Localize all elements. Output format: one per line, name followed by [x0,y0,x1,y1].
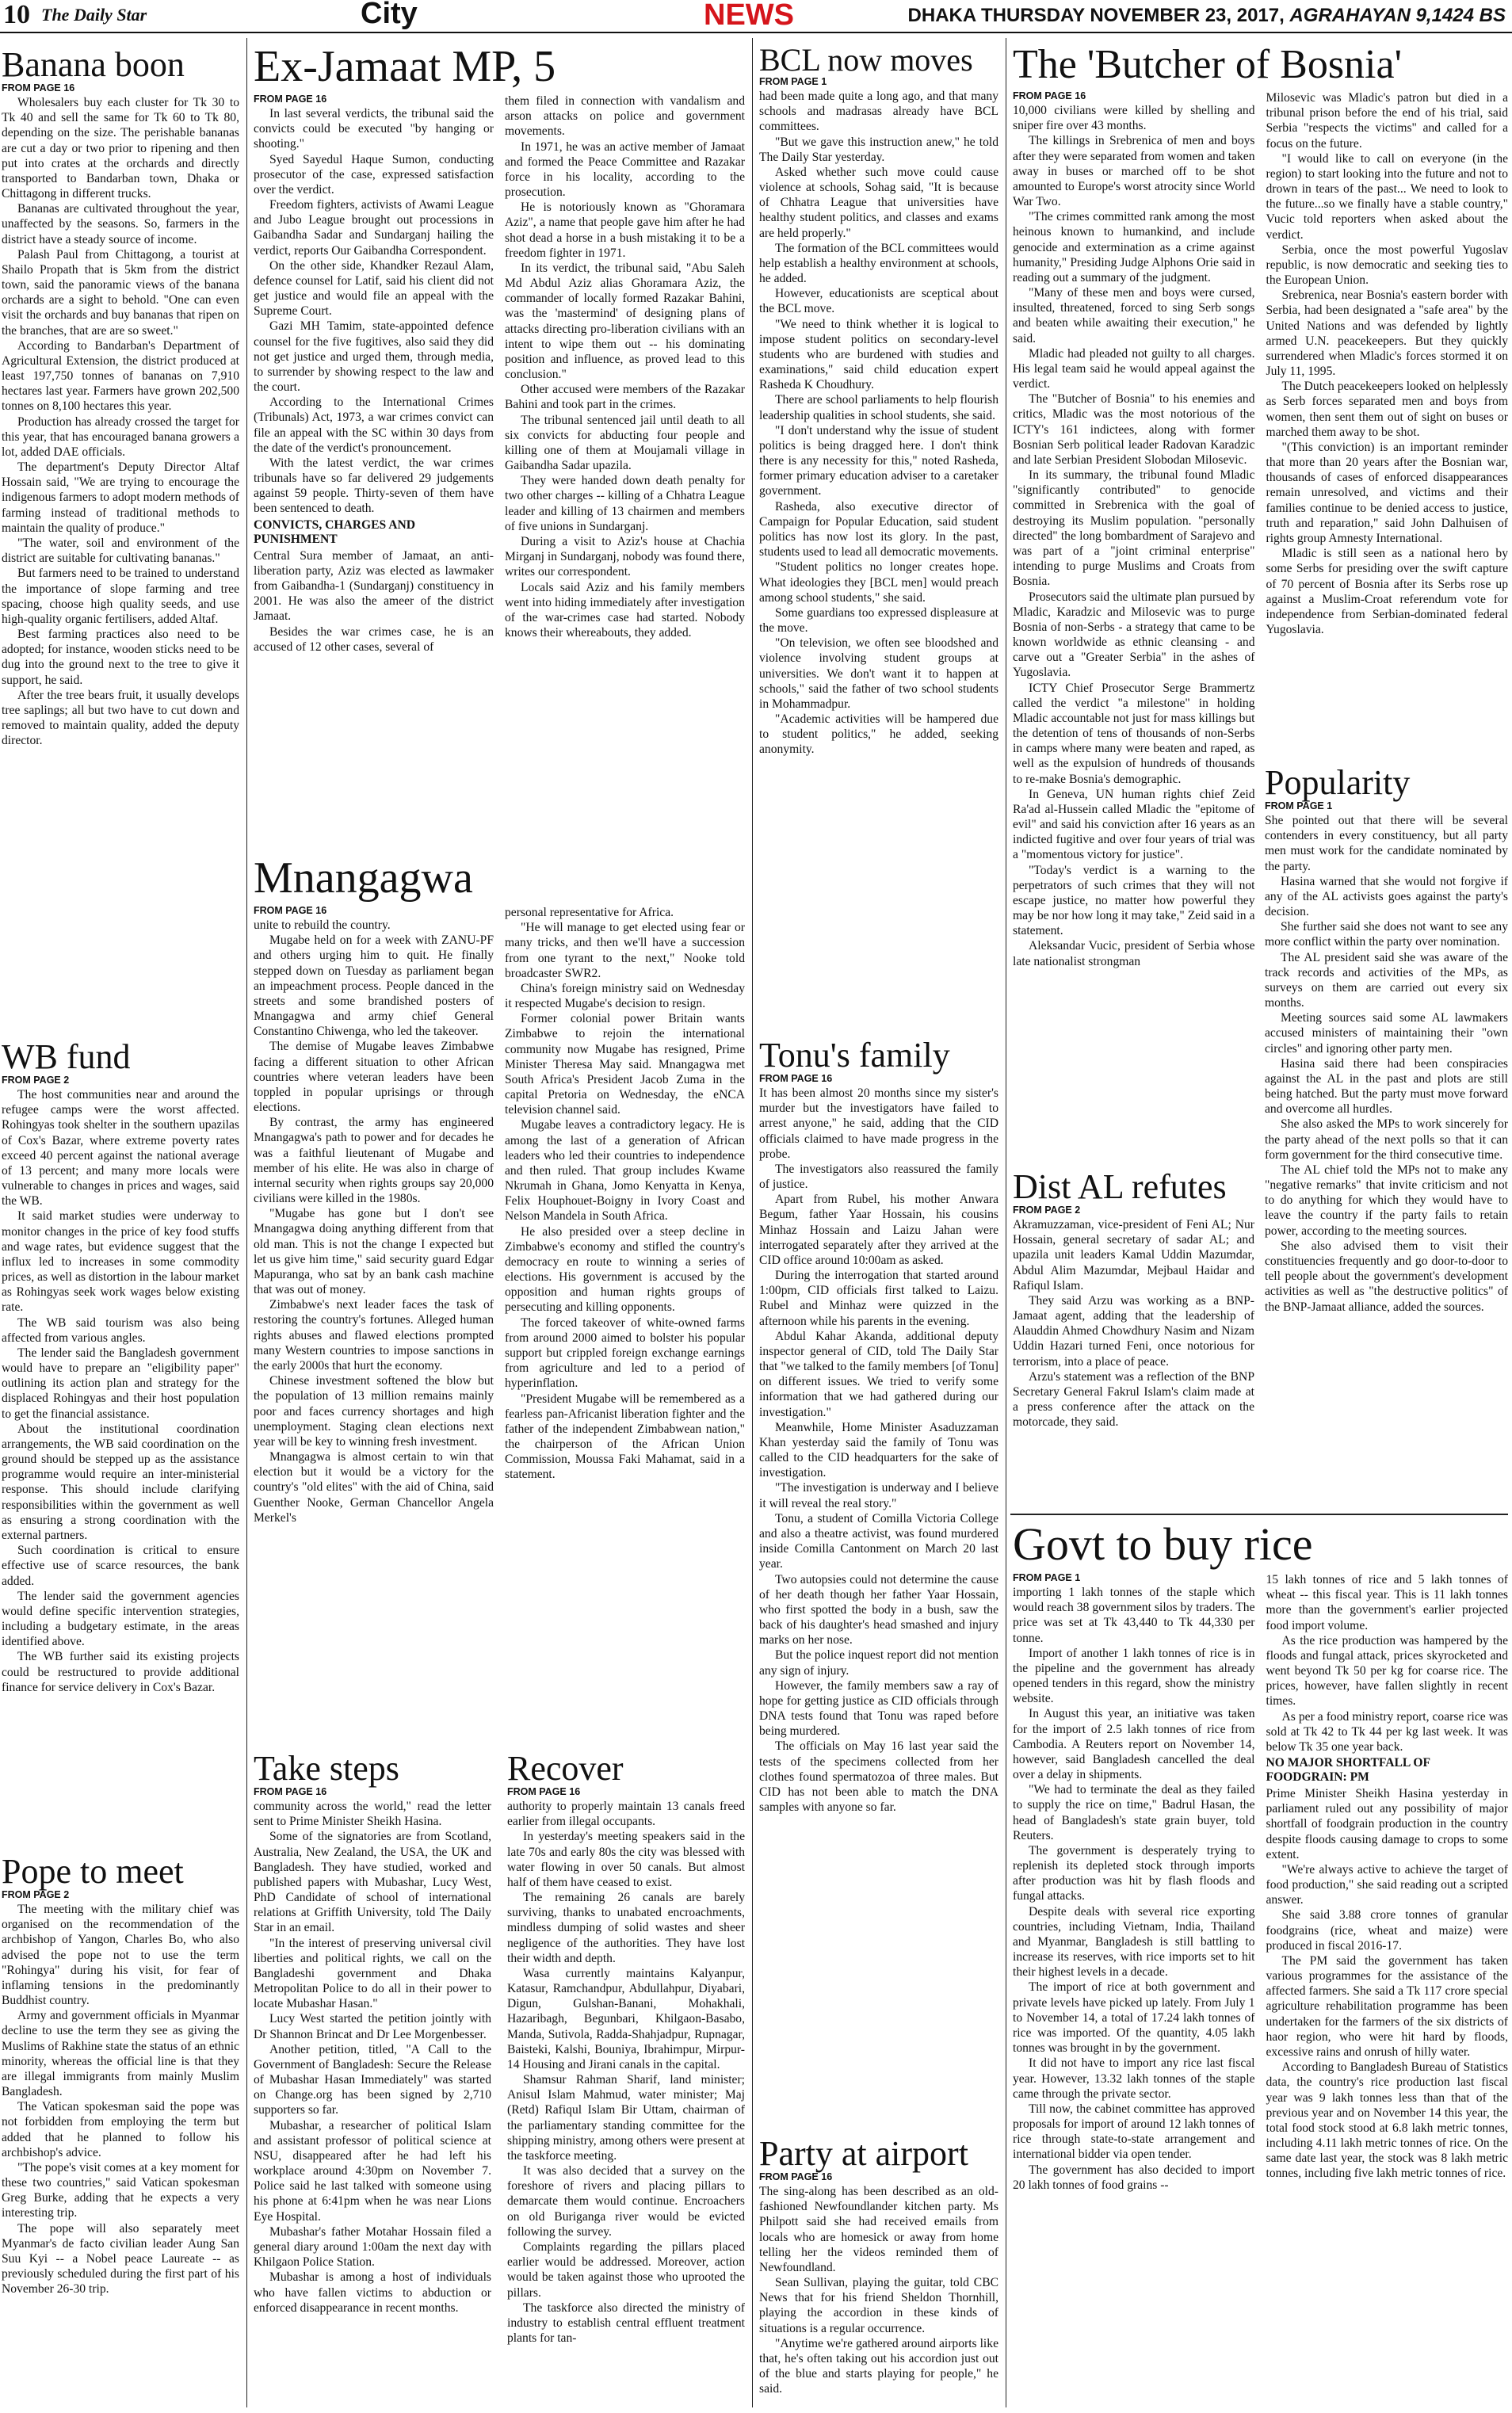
paragraph: Arzu's statement was a reflection of the BNP Secretary General Fakrul Islam's claim made at a press conference after the attack on the motorcade, they said. [1013,1369,1254,1430]
paragraph: She pointed out that there will be several contenders in every constituency, but all party men must work for the candidate nominated by the party. [1265,814,1508,873]
paragraph: Complaints regarding the pillars placed earlier would be addressed. Moreover, action would be taken against those who uprooted the pillars. [507,2239,745,2300]
headline: Take steps [254,1751,399,1788]
paragraph: It said market studies were underway to monitor changes in the price of key food stuffs and wage rates, but evidence suggest that the influx led to increases in some commodity prices, as well as distortion in the labour market as Rohingyas seek work wages below existing rate. [2,1209,239,1315]
paragraph: Meanwhile, Home Minister Asaduzzaman Khan yesterday said the family of Tonu was called to the CID headquarters for the sake of investigation. [759,1420,998,1480]
article-wb-fund [2,1040,239,1850]
section-name: City [361,0,418,30]
paragraph: Two autopsies could not determine the cause of her death though her father Yaar Hossain, who first spotted the body in a bush, saw the back of his daughter's head smashed and injury marks on her nose. [759,1572,998,1647]
paragraph: As the rice production was hampered by the floods and fungal attack, prices skyrocketed and went beyond Tk 50 per kg for coarse rice. The prices, however, have fallen slightly in recent times. [1266,1633,1508,1709]
paragraph: He also presided over a steep decline in Zimbabwe's economy and stifled the country's democracy en route to winning a series of elections. His government is accused by the opposition and human rights groups of persecuting and killing opponents. [505,1224,745,1315]
article-banana-boon [2,48,239,1038]
paragraph: China's foreign ministry said on Wednesday it respected Mugabe's decision to resign. [505,981,745,1011]
paragraph: Despite deals with several rice exporting countries, including Vietnam, India, Thailand and Myanmar, Bangladesh is still battling to increase its reserves, with rice imports set to hit their highest levels in a decade. [1013,1904,1255,1980]
paragraph: Prime Minister Sheikh Hasina yesterday in parliament ruled out any possibility of major shortfall of foodgrain production in the country despite floods causing damage to crops to some extent. [1266,1787,1508,1861]
headline: The 'Butcher of Bosnia' [1013,44,1402,87]
paragraph: Former colonial power Britain wants Zimbabwe to rejoin the international community now Mugabe has resigned, Prime Minister Theresa May said. Mnangagwa met South Africa's President Jacob Zuma in the capital Pretoria on Wednesday, the eNCA television channel said. [505,1012,745,1117]
paragraph: "We need to think whether it is logical to impose student politics on secondary-level students who are burdened with studies and examinations," said child education expert Rasheda K Choudhury. [759,317,998,392]
paragraph: In Geneva, UN human rights chief Zeid Ra'ad al-Hussein called Mladic the "epitome of evil" and said his conviction after 16 years as an indicted fugitive and over four years of trial was a "momentous victory for justice". [1013,787,1255,862]
jump-label: FROM PAGE 16 [254,905,327,916]
paragraph: The AL chief told the MPs not to make any "negative remarks" that invite criticism and not to do anything for which they would have to leave the country if the party fails to retain power, according to the meeting sources. [1265,1163,1508,1238]
paragraph: importing 1 lakh tonnes of the staple which would reach 38 government silos by traders. The price was set at Tk 43,440 to Tk 44,330 per tonne. [1013,1586,1255,1645]
paragraph: Zimbabwe's next leader faces the task of restoring the country's fortunes. Alleged human rights abuses and flawed elections prompted many Western countries to impose sanctions in the early 2000s that hurt the economy. [254,1298,494,1373]
article-body [759,2171,998,2396]
paragraph: In last several verdicts, the tribunal said the convicts could be executed "by hanging or shooting." [254,107,494,151]
paragraph: "The pope's visit comes at a key moment for these two countries," said Vatican spokesman Greg Burke, adding that he expects a very interesting trip. [2,2160,239,2220]
article-body [254,905,745,1525]
paragraph: The WB said tourism was also being affected from various angles. [2,1315,239,1345]
paragraph: The demise of Mugabe leaves Zimbabwe facing a different situation to other African countries where veteran leaders have been toppled in popular uprisings or through elections. [254,1040,494,1115]
paragraph: The pope will also separately meet Myanmar's de facto civilian leader Aung San Suu Kyi -- a Nobel peace Laureate -- as previously scheduled during the first part of his November 26-30 trip. [2,2221,239,2297]
article-ex-jamaat-mp [254,44,745,853]
paragraph: Such coordination is critical to ensure effective use of scarce resources, the bank added. [2,1544,239,1588]
paragraph: The PM said the government has taken various programmes for the assistance of the affected farmers. She said a Tk 117 crore special agriculture rehabilitation programme has been undertaken for the farmers of the six districts of haor region, who were hit hard by floods, excessive rains and onrush of hilly water. [1266,1953,1508,2059]
paragraph: Akramuzzaman, vice-president of Feni AL; Nur Hossain, general secretary of sadar AL; and upazila unit leaders Kamal Uddin Mazumdar, Abdul Alim Mazumdar, Mejbaul Haidar and Rafiqul Islam. [1013,1218,1254,1292]
paragraph: Army and government officials in Myanmar decline to use the term they see as giving the Muslims of Rakhine state the status of an ethnic minority, whereas the official line is that they are illegal immigrants from mainly Muslim Bangladesh. [2,2009,239,2099]
subhead: NO MAJOR SHORTFALL OF FOODGRAIN: PM [1266,1756,1430,1785]
paragraph: Hasina warned that she would not forgive if any of the AL activists goes against the party's decision. [1265,874,1508,919]
headline: WB fund [2,1040,131,1076]
jump-label: FROM PAGE 2 [2,1889,70,1900]
paragraph: Serbia, once the most powerful Yugoslav republic, is now democratic and seeking ties to the European Union. [1266,242,1508,288]
paragraph: Meeting sources said some AL lawmakers accused ministers of maintaining their "own circles" and ignoring other party men. [1265,1011,1508,1056]
jump-label: FROM PAGE 1 [1265,800,1333,811]
paragraph: They said Arzu was working as a BNP-Jamaat agent, adding that the leadership of Alauddin Ahmed Chowdhury Nasim and Nizam Uddin Hazari turned Feni, once notorious for terrorism, into a place of peace. [1013,1293,1254,1369]
paragraph: Prosecutors said the ultimate plan pursued by Mladic, Karadzic and Milosevic was to purge Bosnia of non-Serbs - a strategy that came to be known worldwide as ethnic cleansing - and carve out a "Greater Serbia" in the ashes of Yugoslavia. [1013,590,1255,680]
paragraph: "We're always active to achieve the target of food production," she said reading out a scripted answer. [1266,1862,1508,1907]
paragraph: But the police inquest report did not mention any sign of injury. [759,1648,998,1678]
paragraph: authority to properly maintain 13 canals freed earlier from illegal occupants. [507,1800,745,1829]
paragraph: Hasina said there had been conspiracies against the AL in the past and plots are still being hatched. But the party must move forward and overcome all hurdles. [1265,1056,1508,1117]
headline: Pope to meet [2,1854,184,1891]
article-body [1013,1572,1508,2193]
paragraph: Mubashar's father Motahar Hossain filed a general diary around 1:00am the next day with Khilgaon Police Station. [254,2224,491,2270]
article-bcl-now-moves [759,44,998,1035]
paragraph: She also advised them to visit their constituencies frequently and go door-to-door to tell people about the government's development activities as well as "the destructive politics" of the BNP-Jamaat alliance, added the sources. [1265,1239,1508,1314]
paragraph: The officials on May 16 last year said the tests of the specimens collected from her clothes found spermatozoa of three males. But CID has not been able to match the DNA samples with anyone so far. [759,1739,998,1815]
paragraph: The investigators also reassured the family of justice. [759,1162,998,1192]
subhead: CONVICTS, CHARGES AND PUNISHMENT [254,517,416,546]
dateline [908,5,1506,27]
article-body [507,1786,745,2346]
paragraph: Till now, the cabinet committee has approved proposals for import of around 12 lakh tonnes of rice through state-to-state arrangement and international bidder via open tender. [1013,2102,1255,2162]
paragraph: During the interrogation that started around 1:00pm, CID officials first talked to Laizu. Rubel and Minhaz were quizzed in the afternoon while his parents in the evening. [759,1269,998,1328]
paragraph: 15 lakh tonnes of rice and 5 lakh tonnes of wheat -- this fiscal year. This is 11 lakh tonnes more than the government's earlier projected food import volume. [1266,1573,1508,1632]
jump-label: FROM PAGE 16 [2,82,75,94]
jump-label: FROM PAGE 16 [1013,90,1086,101]
paragraph: Abdul Kahar Akanda, additional deputy inspector general of CID, told The Daily Star that "we talked to the family members [of Tonu] on different issues. We tried to verify some information that we had gathered during our investigation." [759,1329,998,1419]
headline: Mnangagwa [254,856,473,903]
paragraph: With the latest verdict, the war crimes tribunals have so far delivered 29 judgements against 59 people. Thirty-seven of them have been sentenced to death. [254,456,494,516]
jump-label: FROM PAGE 16 [759,2171,833,2182]
paragraph: By contrast, the army has engineered Mnangagwa's path to power and for decades he was a faithful lieutenant of Mugabe and member of his elite. He was also in charge of internal security when rights groups say 20,000 civilians were killed in the 1980s. [254,1116,494,1206]
paragraph: The Dutch peacekeepers looked on helplessly as Serb forces separated men and boys from women, then sent them out of sight on buses or marched them away to be shot. [1266,380,1508,439]
paragraph: Besides the war crimes case, he is an accused of 12 other cases, several of [254,624,494,654]
paragraph: According to Bandarban's Department of Agricultural Extension, the district produced at least 197,750 tonnes of bananas on 7,910 hectares last year. Farmers have grown 202,500 tonnes on 8,100 hectares this year. [2,338,239,414]
headline: BCL now moves [759,44,973,78]
jump-label: FROM PAGE 16 [254,94,327,105]
paragraph: Sean Sullivan, playing the guitar, told CBC News that for his friend Sheldon Thornhill, playing the accordion in these kinds of situations is a regular occurrence. [759,2276,998,2335]
paragraph: The killings in Srebrenica of men and boys after they were separated from women and taken away in buses or marched off to be shot amounted to Europe's worst atrocity since World War Two. [1013,134,1255,209]
paragraph: Apart from Rubel, his mother Anwara Begum, father Yaar Hossain, his cousins Minhaz Hossain and Laizu Jahan were interrogated separately after they arrived at the CID office around 10:00am as asked. [759,1193,998,1267]
article-mnangagwa [254,856,745,1747]
article-popularity [1265,766,1508,1506]
paragraph: Lucy West started the petition jointly with Dr Shannon Brincat and Dr Lee Morgenbesser. [254,2012,491,2041]
page-header [0,0,1512,33]
paragraph: The lender said the Bangladesh government would have to prepare an "eligibility paper" outlining its action plan and strategy for the displaced Rohingyas and their host population to get the financial assistance. [2,1346,239,1421]
paragraph: In 1971, he was an active member of Jamaat and formed the Peace Committee and Razakar force in his locality, according to the prosecution. [505,139,745,200]
paragraph: Some guardians too expressed displeasure at the move. [759,605,998,636]
paragraph: She further said she does not want to see any more conflict within the party over nomination. [1265,920,1508,949]
paragraph: The WB further said its existing projects could be restructured to provide additional finance for service delivery in Cox's Bazar. [2,1650,239,1694]
paragraph: However, educationists are sceptical about the BCL move. [759,287,998,316]
article-body [254,1786,491,2316]
page-number: 10 [3,0,30,29]
paragraph: The remaining 26 canals are barely surviving, thanks to unabated encroachments, mindless dumping of solid wastes and sheer negligence of the authorities. They have lost their width and depth. [507,1891,745,1965]
paragraph: The government is desperately trying to replenish its depleted stock through imports after production was hit by flash floods and fungal attacks. [1013,1843,1255,1903]
paragraph: "Student politics no longer creates hope. What ideologies they [BCL men] would preach among school students," she said. [759,560,998,605]
column-rule [246,38,247,2407]
paragraph: Mladic is still seen as a national hero by some Serbs for presiding over the swift capture of 70 percent of Bosnia after its Serbs rose up against a Muslim-Croat referendum vote for independence from Serbian-dominated federal Yugoslavia. [1266,547,1508,637]
column-rule [752,38,753,2407]
article-body [1013,1205,1254,1430]
paragraph: In its summary, the tribunal found Mladic "significantly contributed" to genocide committed in Srebrenica with the goal of destroying its Muslim population. "personally directed" the long bombardment of Sarajevo and was part of a "joint criminal enterprise" intending to purge Muslims and Croats from Bosnia. [1013,468,1255,589]
headline: Tonu's family [759,1038,950,1075]
headline: Recover [507,1751,624,1788]
paragraph: Locals said Aziz and his family members went into hiding immediately after investigation of the war-crimes case had started. Nobody knows their whereabouts, they added. [505,580,745,640]
paragraph: Gazi MH Tamim, state-appointed defence counsel for the five fugitives, also said they did not get justice and urged them, through media, to surrender by showing respect to the law and the court. [254,319,494,395]
paragraph: Import of another 1 lakh tonnes of rice is in the pipeline and the government has already opened tenders in this regard, show the ministry website. [1013,1646,1255,1706]
paragraph: The tribunal sentenced jail until death to all six convicts for abducting four people and killing one of them at Moujamali village in Gaibandha Sadar upazila. [505,413,745,473]
article-govt-to-buy-rice [1013,1521,1508,2409]
paragraph: "The investigation is underway and I believe it will reveal the real story." [759,1481,998,1510]
paragraph: "I would like to call on everyone (in the region) to start looking into the future and not to drown in tears of the past... We need to look to the future...so we finally have a stable country," Vucic told reporters when asked about the verdict. [1266,151,1508,242]
paragraph: They were handed down death penalty for two other charges -- killing of a Chhatra League leader and killing of 13 chairmen and members of five unions in Sundarganj. [505,474,745,533]
paragraph: It has been almost 20 months since my sister's murder but the investigators have failed to arrest anyone," he said, adding that the CID officials claimed to have made progress in the probe. [759,1086,998,1161]
paragraph: "We had to terminate the deal as they failed to supply the rice on time," Badrul Hasan, the head of Bangladesh's state grain buyer, told Reuters. [1013,1783,1255,1842]
paragraph: Chinese investment softened the blow but the population of 13 million remains mainly poor and faces currency shortages and high unemployment. Staging clean elections next year will be key to winning fresh investment. [254,1374,494,1449]
jump-label: FROM PAGE 1 [1013,1572,1081,1583]
paragraph: After the tree bears fruit, it usually develops tree saplings; all but two have to cut down and removed to maintain quality, added the deputy director. [2,688,239,748]
article-pope-to-meet [2,1854,239,2409]
paragraph: The forced takeover of white-owned farms from around 2000 aimed to bolster his popular support but crippled foreign exchange earnings from agriculture and led to a period of hyperinflation. [505,1315,745,1391]
paragraph: Mladic had pleaded not guilty to all charges. His legal team said he would appeal against the verdict. [1013,346,1255,391]
paragraph: Bananas are cultivated throughout the year, unaffected by the seasons. So, farmers in the district have a steady source of income. [2,202,239,246]
paragraph: In yesterday's meeting speakers said in the late 70s and early 80s the city was blessed with water flowing in over 50 canals. But almost half of them have ceased to exist. [507,1830,745,1889]
headline: Banana boon [2,48,185,84]
paragraph: It did not have to import any rice last fiscal year. However, 13.32 lakh tonnes of the staple came through the private sector. [1013,2056,1255,2101]
paragraph: The "Butcher of Bosnia" to his enemies and critics, Mladic was the most notorious of the ICTY's 161 indictees, along with former Bosnian Serb political leader Radovan Karadzic and late Serbian President Slobodan Milosevic. [1013,392,1255,467]
paragraph: The import of rice at both government and private levels have picked up lately. From July 1 to November 14, a total of 17.24 lakh tonnes of rice was imported. Of the quantity, 4.05 lakh tonnes was brought in by the government. [1013,1980,1255,2056]
paragraph: He is notoriously known as "Ghoramara Aziz", a name that people gave him after he had shot dead a horse in a bush mistaking it to be a freedom fighter in 1971. [505,200,745,260]
article-body [2,1075,239,1695]
paragraph: Mugabe held on for a week with ZANU-PF and others urging him to quit. He finally stepped down on Tuesday as parliament began an impeachment process. People danced in the streets and some brandished posters of Mnangagwa and army chief General Constantino Chiwenga, who led the takeover. [254,934,494,1039]
paragraph: There are school parliaments to help flourish leadership qualities in school students, she said. [759,393,998,422]
article-body [759,76,998,758]
paragraph: Mugabe leaves a contradictory legacy. He is among the last of a generation of African leaders who led their countries to independence and then ruled. That group includes Kwame Nkrumah in Ghana, Jomo Kenyatta in Kenya, Felix Houphouet-Boigny in Ivory Coast and Nelson Mandela in South Africa. [505,1118,745,1224]
article-body [1265,800,1508,1315]
paragraph: As per a food ministry report, coarse rice was sold at Tk 42 to Tk 44 per kg last week. It was below Tk 35 one year back. [1266,1709,1508,1754]
headline: Party at airport [759,2136,968,2173]
paragraph: According to Bangladesh Bureau of Statistics data, the country's rice production last fiscal year was 9 lakh tonnes less than that of the previous year and on November 14 this year, the total food stock stood at 6.8 lakh metric tonnes, including 4.11 lakh metric tonnes of rice. On the same date last year, the stock was 8 lakh metric tonnes, including five lakh metric tonnes of rice. [1266,2060,1508,2181]
paragraph: personal representative for Africa. [505,906,674,919]
paragraph: community across the world," read the letter sent to Prime Minister Sheikh Hasina. [254,1800,491,1829]
paragraph: "Many of these men and boys were cursed, insulted, threatened, forced to sing Serb songs and beaten while awaiting their execution," he said. [1013,286,1255,346]
paragraph: "On television, we often see bloodshed and violence involving student groups at universities. We don't want it to happen at schools," said the father of two school students in Mohammadpur. [759,636,998,711]
paragraph: In its verdict, the tribunal said, "Abu Saleh Md Abdul Aziz alias Ghoramara Aziz, the commander of locally formed Razakar Bahini, was the 'mastermind' of designing plans of attacks directing pro-liberation civilians with an intent to wipe them out -- his dominating position and influence, as proved lead to this conclusion." [505,261,745,382]
paragraph: She also asked the MPs to work sincerely for the party ahead of the next polls so that it can form government for the third consecutive time. [1265,1117,1508,1162]
paragraph: On the other side, Khandker Rezaul Alam, defence counsel for Latif, said his client did not get justice and would file an appeal with the Supreme Court. [254,258,494,319]
paragraph: Aleksandar Vucic, president of Serbia whose late nationalist strongman [1013,939,1255,968]
article-dist-al-refutes [1013,1170,1254,1506]
paragraph: "President Mugabe will be remembered as a fearless pan-Africanist liberation fighter and the father of the independent Zimbabwean nation," the chairperson of the African Union Commission, Moussa Faki Mahamat, said in a statement. [505,1392,745,1482]
paragraph: Central Sura member of Jamaat, an anti-liberation party, Aziz was elected as lawmaker from Gaibandha-1 (Sundarganj) constituency in 2001. He was also the ameer of the district Jamaat. [254,548,494,624]
article-body [2,1889,239,2297]
paragraph: The department's Deputy Director Altaf Hossain said, "We are trying to encourage the indigenous farmers to adopt modern methods of farming instead of traditional methods to maintain the quality of produce." [2,460,239,535]
paragraph: Milosevic was Mladic's patron but died in a tribunal prison before the end of his trial, said Serbia "respects the victims" and called for a focus on the future. [1266,91,1508,151]
article-body [2,82,239,748]
paragraph: "He will manage to get elected using fear or many tricks, and then we'll have a succession from one tyrant to the next," Nooke told broadcaster SWR2. [505,921,745,980]
paragraph: About the institutional coordination arrangements, the WB said coordination on the ground should be stepped up as the assistance programme would require an inter-ministerial response. This should include clarifying responsibilities within the government as well as ensuring a strong coordination with the external partners. [2,1422,239,1542]
paragraph: Best farming practices also need to be adopted; for instance, wooden sticks need to be dug into the ground next to the tree to give it support, he said. [2,628,239,687]
paragraph: "Academic activities will be hampered due to student politics," he added, seeking anonymity. [759,712,998,757]
paragraph: Other accused were members of the Razakar Bahini and took part in the crimes. [505,383,745,412]
paragraph: Another petition, titled, "A Call to the Government of Bangladesh: Secure the Release of Mubashar Hasan Immediately" was started on Change.org has been signed by 2,710 supporters so far. [254,2042,491,2117]
paragraph: The sing-along has been described as an old-fashioned Newfoundlander kitchen party. Ms Philpott said she had received emails from locals who are homesick or away from home telling her the videos reminded them of Newfoundland. [759,2185,998,2274]
paragraph: Mubashar is among a host of individuals who have fallen victims to abduction or enforced disappearance in recent months. [254,2270,491,2315]
paragraph: According to the International Crimes (Tribunals) Act, 1973, a war crimes convict can file an appeal with the SC within 30 days from the date of the verdict's pronouncement. [254,395,494,455]
paragraph: "(This conviction) is an important reminder that more than 20 years after the Bosnian war, thousands of cases of enforced disappearances remain unresolved, and victims and their families continue to be denied access to justice, truth and reparation," said John Dalhuisen of rights group Amnesty International. [1266,440,1508,545]
paragraph: "In the interest of preserving universal civil liberties and political rights, we call on the Bangladeshi government and Dhaka Metropolitan Police to do all in their power to locate Mubashar Hasan." [254,1936,491,2011]
paragraph: Rasheda, also executive director of Campaign for Popular Education, said student politics has now lost its glory. In the past, students used to lead all democratic movements. [759,499,998,559]
paragraph: The taskforce also directed the ministry of industry to establish central effluent treatment plants for tan- [507,2300,745,2346]
jump-label: FROM PAGE 2 [2,1075,70,1086]
masthead-logo: The Daily Star [41,5,147,25]
section-divider [1010,1514,1508,1515]
paragraph: In August this year, an initiative was taken for the import of 2.5 lakh tonnes of rice from Cambodia. A Reuters report on November 14, however, said Bangladesh cancelled the deal over a delay in shipments. [1013,1707,1255,1782]
paragraph: Production has already crossed the target for this year, that has encouraged banana growers a lot, added DAE officials. [2,414,239,459]
paragraph: Some of the signatories are from Scotland, Australia, New Zealand, the USA, the UK and Bangladesh. They have studied, worked and published papers with Mubashar, Lucy West, PhD Candidate of school of international relations at Griffith University, told The Daily Star in an email. [254,1830,491,1935]
paragraph: She said 3.88 crore tonnes of granular foodgrains (rice, wheat and maize) were produced in fiscal 2016-17. [1266,1908,1508,1953]
paragraph: The host communities near and around the refugee camps were the worst affected. Rohingyas took shelter in the southern upazilas of Cox's Bazar, where extreme poverty rates exceed 40 percent against the national average of 13 percent; and many more locals were vulnerable to changes in prices and wages, said the WB. [2,1088,239,1208]
headline: Dist AL refutes [1013,1170,1227,1206]
paragraph: Wholesalers buy each cluster for Tk 30 to Tk 40 and sell the same for Tk 60 to Tk 80, depending on the size. The perishable bananas are cut a day or two prior to ripening and then put into crates at the orchards and directly transported to Bandarban town, Dhaka or Chittagong in different trucks. [2,96,239,201]
paragraph: ICTY Chief Prosecutor Serge Brammertz called the verdict "a milestone" in holding Mladic accountable not just for mass killings but the detention of tens of thousands of non-Serbs in camps where many were beaten and raped, as well as the expulsion of hundreds of thousands to re-make Bosnia's demographic. [1013,681,1255,786]
paragraph: "I don't understand why the issue of student politics is being dragged here. I don't think there is any necessity for this," noted Rasheda, former primary education adviser to a caretaker government. [759,423,998,498]
jump-label: FROM PAGE 1 [759,76,827,87]
paragraph: "The crimes committed rank among the most heinous known to humankind, and include genocide and extermination as a crime against humanity," Presiding Judge Alphons Orie said in reading out a summary of the judgment. [1013,210,1255,284]
headline: Popularity [1265,766,1411,802]
jump-label: FROM PAGE 2 [1013,1205,1081,1216]
paragraph: The formation of the BCL committees would help establish a healthy environment at schools, he added. [759,241,998,286]
paragraph: 10,000 civilians were killed by shelling and sniper fire over 43 months. [1013,104,1255,133]
paragraph: Freedom fighters, activists of Awami League and Jubo League brought out processions in Gaibandha Sadar and Sundarganj hailing the verdict, reports Our Gaibandha Correspondent. [254,198,494,258]
paragraph: During a visit to Aziz's house at Chachia Mirganj in Sundarganj, nobody was found there, writes our correspondent. [505,534,745,579]
paragraph: Mnangagwa is almost certain to win that election but it would be a victory for the country's "old elites" with the aid of China, said Guenther Nooke, German Chancellor Angela Merkel's [254,1450,494,1525]
paragraph: "The water, soil and environment of the district are suitable for cultivating bananas." [2,536,239,566]
paragraph: "Anytime we're gathered around airports like that, he's often taking out his accordion just out of the blue and starts playing for people," he said. [759,2336,998,2396]
paragraph: "Today's verdict is a warning to the perpetrators of such crimes that they will not escape justice, no matter how powerful they may be nor how long it may take," Zeid said in a statement. [1013,863,1255,938]
paragraph: Srebrenica, near Bosnia's eastern border with Serbia, had been designated a "safe area" by the United Nations and was defended by lightly armed U.N. peacekeepers. But they quickly surrendered when Mladic's forces stormed it on July 11, 1995. [1266,288,1508,379]
article-take-steps [254,1751,491,2409]
paragraph: "Mugabe has gone but I don't see Mnangagwa doing anything different from that old man. This is not the change I expected but let us give him time," said security guard Edgar Mapuranga, who sat by an bank cash machine that was out of money. [254,1207,494,1297]
paragraph: Tonu, a student of Comilla Victoria College and also a theatre activist, was found murdered inside Comilla Cantonment on March 20 last year. [759,1511,998,1571]
jump-label: FROM PAGE 16 [507,1786,581,1797]
paragraph: However, the family members saw a ray of hope for getting justice as CID officials through DNA tests found that Tonu was raped before being murdered. [759,1678,998,1739]
dateline-date: DHAKA THURSDAY NOVEMBER 23, 2017, [907,5,1285,26]
paragraph: Palash Paul from Chittagong, a tourist at Shailo Propath that is 5km from the district town, said the panoramic views of the banana orchards are a sight to behold. "One can even visit the orchards and buy bananas that ripen on the branches, that are are so sweet." [2,247,239,338]
article-party-at-airport [759,2136,998,2410]
dateline-bangla: AGRAHAYAN 9,1424 BS [1289,5,1506,26]
article-body [254,94,745,655]
paragraph: Wasa currently maintains Kalyanpur, Katasur, Ramchandpur, Abdullahpur, Diyabari, Digun, Gulshan-Banani, Mohakhali, Hazaribagh, Begunbari, Khilgaon-Basabo, Manda, Sutivola, Radda-Shahjadpur, Rupnagar, Baisteki, Kalshi, Bouniya, Ibrahimpur, Mirpur-14 Housing and Jirani canals in the capital. [507,1966,745,2071]
paragraph: Syed Sayedul Haque Sumon, conducting prosecutor of the case, expressed satisfaction over the verdict. [254,152,494,197]
article-body [759,1073,998,1815]
jump-label: FROM PAGE 16 [254,1786,327,1797]
paragraph: The government has also decided to import 20 lakh tonnes of food grains -- [1013,2163,1255,2192]
paragraph: had been made quite a long ago, and that many schools and madrasas already have BCL committees. [759,90,998,134]
paragraph: The meeting with the military chief was organised on the recommendation of the archbishop of Yangon, Charles Bo, who also advised the pope not to use the term "Rohingya" during his visit, for fear of inflaming tensions in the predominantly Buddhist country. [2,1903,239,2008]
article-tonus-family [759,1038,998,2132]
paragraph: Mubashar, a researcher of political Islam and assistant professor of political science at NSU, disappeared after he had left his workplace around 4:30pm on November 7. Police said he last talked with someone using his phone at 6:41pm when he was near Lions Eye Hospital. [254,2118,491,2224]
paragraph: The lender said the government agencies would define specific intervention strategies, including a budgetary estimate, in the areas identified above. [2,1589,239,1649]
paragraph: The AL president said she was aware of the track records and activities of the MPs, as surveys on them are carried out every six months. [1265,950,1508,1010]
headline: Govt to buy rice [1013,1521,1313,1570]
paragraph: "But we gave this instruction anew," he told The Daily Star yesterday. [759,135,998,164]
paragraph: unite to rebuild the country. [254,918,391,932]
paragraph: The Vatican spokesman said the pope was not forbidden from employing the term but added that he planned to follow his archbishop's advice. [2,2100,239,2159]
paragraph: them filed in connection with vandalism and arson attacks on police and government movements. [505,94,745,139]
article-recover [507,1751,745,2409]
headline: Ex-Jamaat MP, 5 [254,44,556,91]
news-label: NEWS [704,0,794,32]
paragraph: Shamsur Rahman Sharif, land minister; Anisul Islam Mahmud, water minister; Maj (Retd) Rafiqul Islam Bir Uttam, chairman of the parliamentary standing committee for the shipping ministry, among others were present at the taskforce meeting. [507,2073,745,2163]
paragraph: It was also decided that a survey on the foreshore of rivers and placing pillars to demarcate them would continue. Encroachers on old Buriganga river would be evicted following the survey. [507,2164,745,2239]
jump-label: FROM PAGE 16 [759,1073,833,1084]
paragraph: Asked whether such move could cause violence at schools, Sohag said, "It is because of Chhatra League that universities have healthy student politics, and classes and exams are held properly." [759,165,998,240]
paragraph: But farmers need to be trained to understand the importance of slope farming and tree spacing, choose high quality seeds, and use high-quality organic fertilisers, added Altaf. [2,567,239,626]
